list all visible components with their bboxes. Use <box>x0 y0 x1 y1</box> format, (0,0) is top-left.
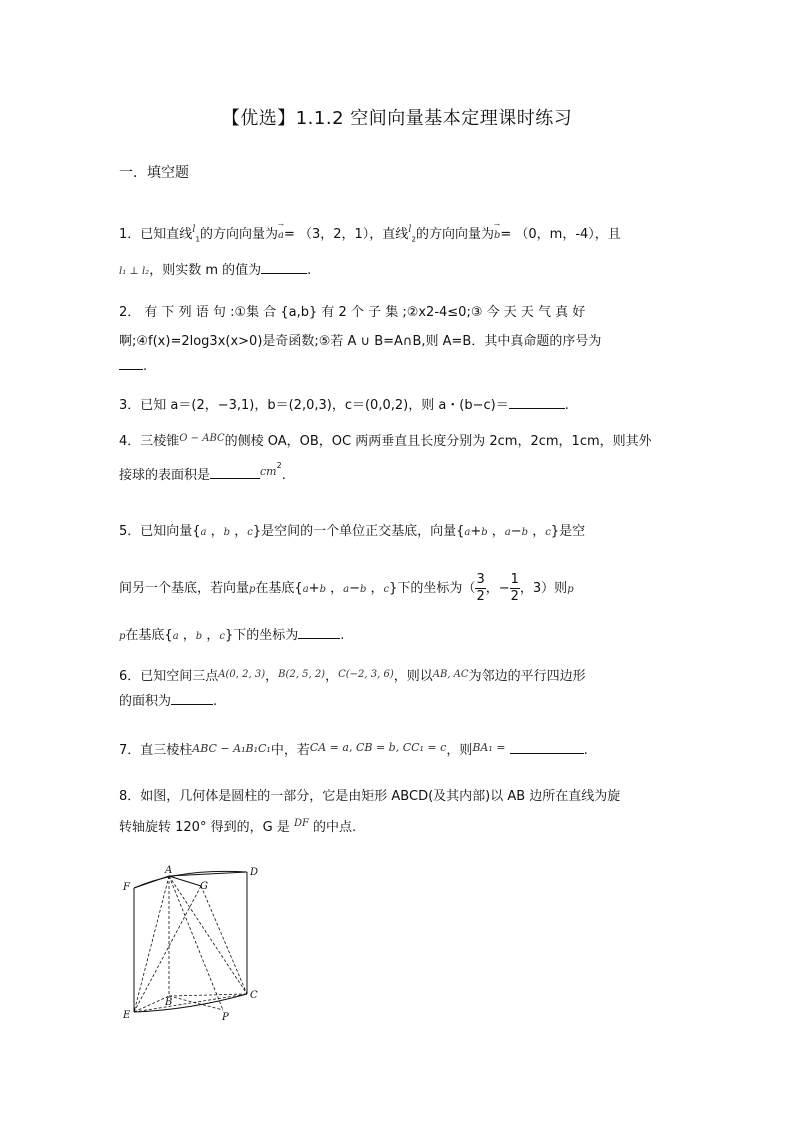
question-6-line-1: 6．已知空间三点$^{A(0, 2, 3)}$，$^{B(2, 5, 2)}$，$^{C(-2, 3, 6)}$，则以$^{AB, AC}$为邻边的平行四边形 <box>119 669 586 684</box>
question-6-line-2: 的面积为 . <box>119 694 218 709</box>
label-a: A <box>165 865 173 876</box>
question-4-line-2: 接球的表面积是 $^{cm2}$. <box>119 460 286 483</box>
question-1-line-1: 1．已知直线$^l_1$的方向向量为→ a= （3，2，1），直线$^l_2$的方向向量为→ b= （0，m，-4），且 <box>119 223 621 244</box>
answer-blank[interactable] <box>119 357 143 370</box>
answer-blank[interactable] <box>298 626 340 639</box>
question-3: 3．已知 a＝(2，−3,1)，b＝(2,0,3)，c＝(0,0,2)，则 a・(b−c)＝ . <box>119 398 569 413</box>
edge-ag <box>169 876 201 886</box>
vector-b-symbol: → b <box>494 230 500 241</box>
unit-cm: cm <box>260 465 277 478</box>
question-8-line-2: 转轴旋转 120° 得到的，G 是 $^{DF}$ 的中点. <box>119 818 357 835</box>
edge-af <box>134 876 169 888</box>
answer-blank[interactable] <box>261 261 307 274</box>
cylinder-part-diagram <box>119 864 269 1024</box>
question-5-line-1: 5．已知向量{a ，b ，c}是空间的一个单位正交基底，向量{a+b ，a−b ，c}是空 <box>119 524 586 539</box>
parallelogram-sides: AB, AC <box>432 669 469 680</box>
label-e: E <box>123 1010 131 1021</box>
perpendicular-condition: l₁ ⊥ l₂ <box>119 266 150 277</box>
question-4-line-1: 4．三棱锥$^{O - ABC}$的侧棱 OA，OB，OC 两两垂直且长度分别为 2cm，2cm，1cm，则其外 <box>119 433 652 449</box>
answer-blank[interactable] <box>510 741 584 754</box>
question-8-line-1: 8．如图，几何体是圆柱的一部分，它是由矩形 ABCD(及其内部)以 AB 边所在直线为旋 <box>119 789 621 804</box>
top-arc <box>134 871 247 888</box>
question-7: 7．直三棱柱ABC − A₁B₁C₁中，若$^{CA = a, CB = b, CC_1 = c}$，则$^{BA_1 =}$ . <box>119 741 588 758</box>
line-l2-symbol: l <box>408 224 412 235</box>
label-p: P <box>222 1012 229 1023</box>
label-d: D <box>250 867 259 878</box>
answer-blank[interactable] <box>210 466 260 479</box>
label-b: B <box>165 997 173 1008</box>
fraction-3-2: $\frac{3}{2}$ <box>476 572 485 604</box>
answer-blank[interactable] <box>171 692 213 705</box>
question-5-line-2: 间另一个基底，若向量p在基底{a+b ，a−b ，c}下的坐标为（ $\frac{3}{2}$ ，− $\frac{1}{2}$ ，3）则p <box>119 572 574 604</box>
edge-ec <box>134 994 247 1012</box>
page-title: 【优选】1.1.2 空间向量基本定理课时练习 <box>221 108 573 129</box>
prism-expression: ABC − A₁B₁C₁ <box>192 742 271 755</box>
question-1-line-2: l₁ ⊥ l₂，则实数 m 的值为 . <box>119 263 312 278</box>
label-c: C <box>250 990 258 1001</box>
point-c: C(−2, 3, 6) <box>338 669 394 680</box>
fraction-1-2: $\frac{1}{2}$ <box>510 572 519 604</box>
arc-df: DF <box>293 818 309 829</box>
edge-ad <box>169 872 247 876</box>
vector-conditions: CA = a, CB = b, CC₁ = c <box>309 741 447 754</box>
label-f: F <box>123 882 130 893</box>
geometry-figure <box>119 864 269 1028</box>
answer-blank[interactable] <box>509 396 565 409</box>
edge-ge <box>134 886 201 1012</box>
edge-ae <box>134 876 169 1012</box>
point-a: A(0, 2, 3) <box>218 669 266 680</box>
label-g: G <box>200 881 208 892</box>
vector-a-symbol: → a <box>278 230 284 241</box>
pyramid-expression: O − ABC <box>179 433 225 444</box>
line-l1-symbol: l <box>192 224 196 235</box>
question-2-line-3: . <box>119 357 147 374</box>
question-2-line-1: 2． 有 下 列 语 句 :①集 合 {a,b} 有 2 个 子 集 ;②x2-4≤0;③ 今 天 天 气 真 好 <box>119 305 586 320</box>
question-2-line-2: 啊;④f(x)=2log3x(x>0)是奇函数;⑤若 A ∪ B=A∩B,则 A=B．其中真命题的序号为 <box>119 334 602 349</box>
edge-gc <box>201 886 247 994</box>
point-b: B(2, 5, 2) <box>278 669 326 680</box>
question-5-line-3: p在基底{a ，b ，c}下的坐标为 . <box>119 628 345 643</box>
edge-ac <box>169 876 247 994</box>
section-heading: 一．填空题 <box>119 165 189 181</box>
target-vector: BA₁ = <box>472 741 506 754</box>
